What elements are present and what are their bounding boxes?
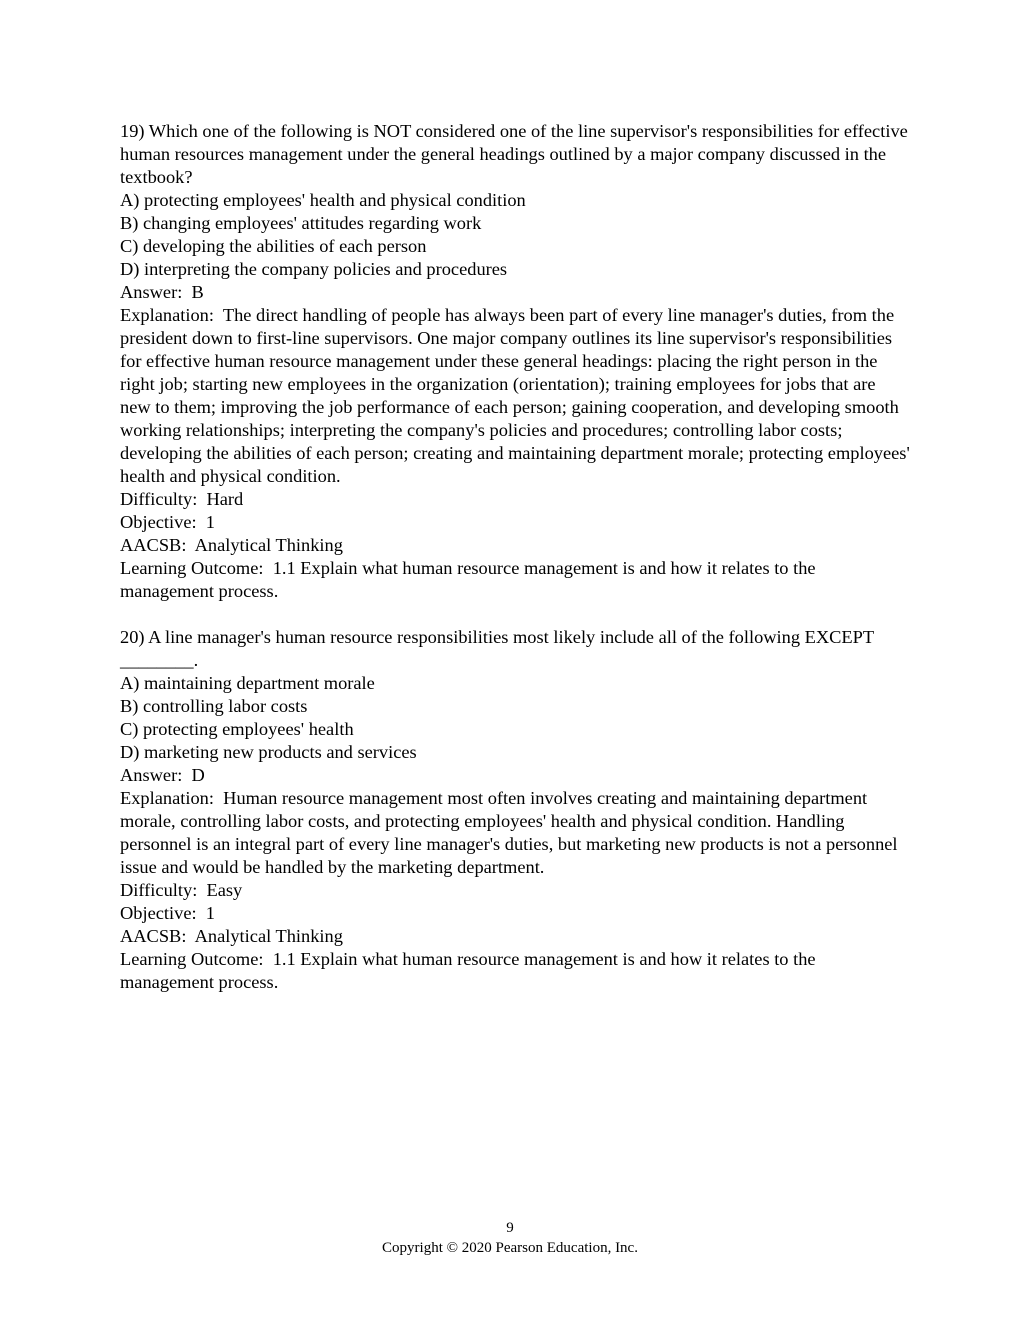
option-b: B) changing employees' attitudes regarding work [120,213,482,233]
option-c: C) developing the abilities of each person [120,236,427,256]
option-c: C) protecting employees' health [120,719,354,739]
option-a: A) protecting employees' health and physical condition [120,190,526,210]
option-b: B) controlling labor costs [120,696,308,716]
option-d: D) marketing new products and services [120,742,417,762]
option-d: D) interpreting the company policies and procedures [120,259,508,279]
explanation: Explanation: Human resource management most often involves creating and maintaining department morale, controlling labor costs, and protecting employees' health and physical condition. Handling personnel is an integral part of every line manager's duties, but marketing new products is not a personnel issue and would be handled by the marketing department. [120,788,903,877]
option-a: A) maintaining department morale [120,673,375,693]
answer: Answer: D [120,765,205,785]
learning-outcome: Learning Outcome: 1.1 Explain what human resource management is and how it relates to the management process. [120,558,821,601]
question-stem: 19) Which one of the following is NOT considered one of the line supervisor's responsibilities for effective human resources management under the general headings outlined by a major company discussed in the textbook? [120,121,913,187]
aacsb: AACSB: Analytical Thinking [120,926,343,946]
aacsb: AACSB: Analytical Thinking [120,535,343,555]
difficulty: Difficulty: Hard [120,489,244,509]
question-19 [120,120,915,603]
page-number: 9 [506,1220,514,1236]
answer: Answer: B [120,282,204,302]
difficulty: Difficulty: Easy [120,880,243,900]
document-page [120,120,915,994]
objective: Objective: 1 [120,512,215,532]
explanation: Explanation: The direct handling of people has always been part of every line manager's duties, from the president down to first-line supervisors. One major company outlines its line supervisor's responsibilities for effective human resource management under these general headings: placing the right person in the right job; starting new employees in the organization (orientation); training employees for jobs that are new to them; improving the job performance of each person; gaining cooperation, and developing smooth working relationships; interpreting the company's policies and procedures; controlling labor costs; developing the abilities of each person; creating and maintaining department morale; protecting employees' health and physical condition. [120,305,915,486]
objective: Objective: 1 [120,903,215,923]
question-20 [120,626,910,994]
learning-outcome: Learning Outcome: 1.1 Explain what human resource management is and how it relates to the management process. [120,949,821,992]
question-stem: 20) A line manager's human resource responsibilities most likely include all of the following EXCEPT ________. [120,627,879,670]
copyright-notice: Copyright © 2020 Pearson Education, Inc. [382,1240,638,1256]
